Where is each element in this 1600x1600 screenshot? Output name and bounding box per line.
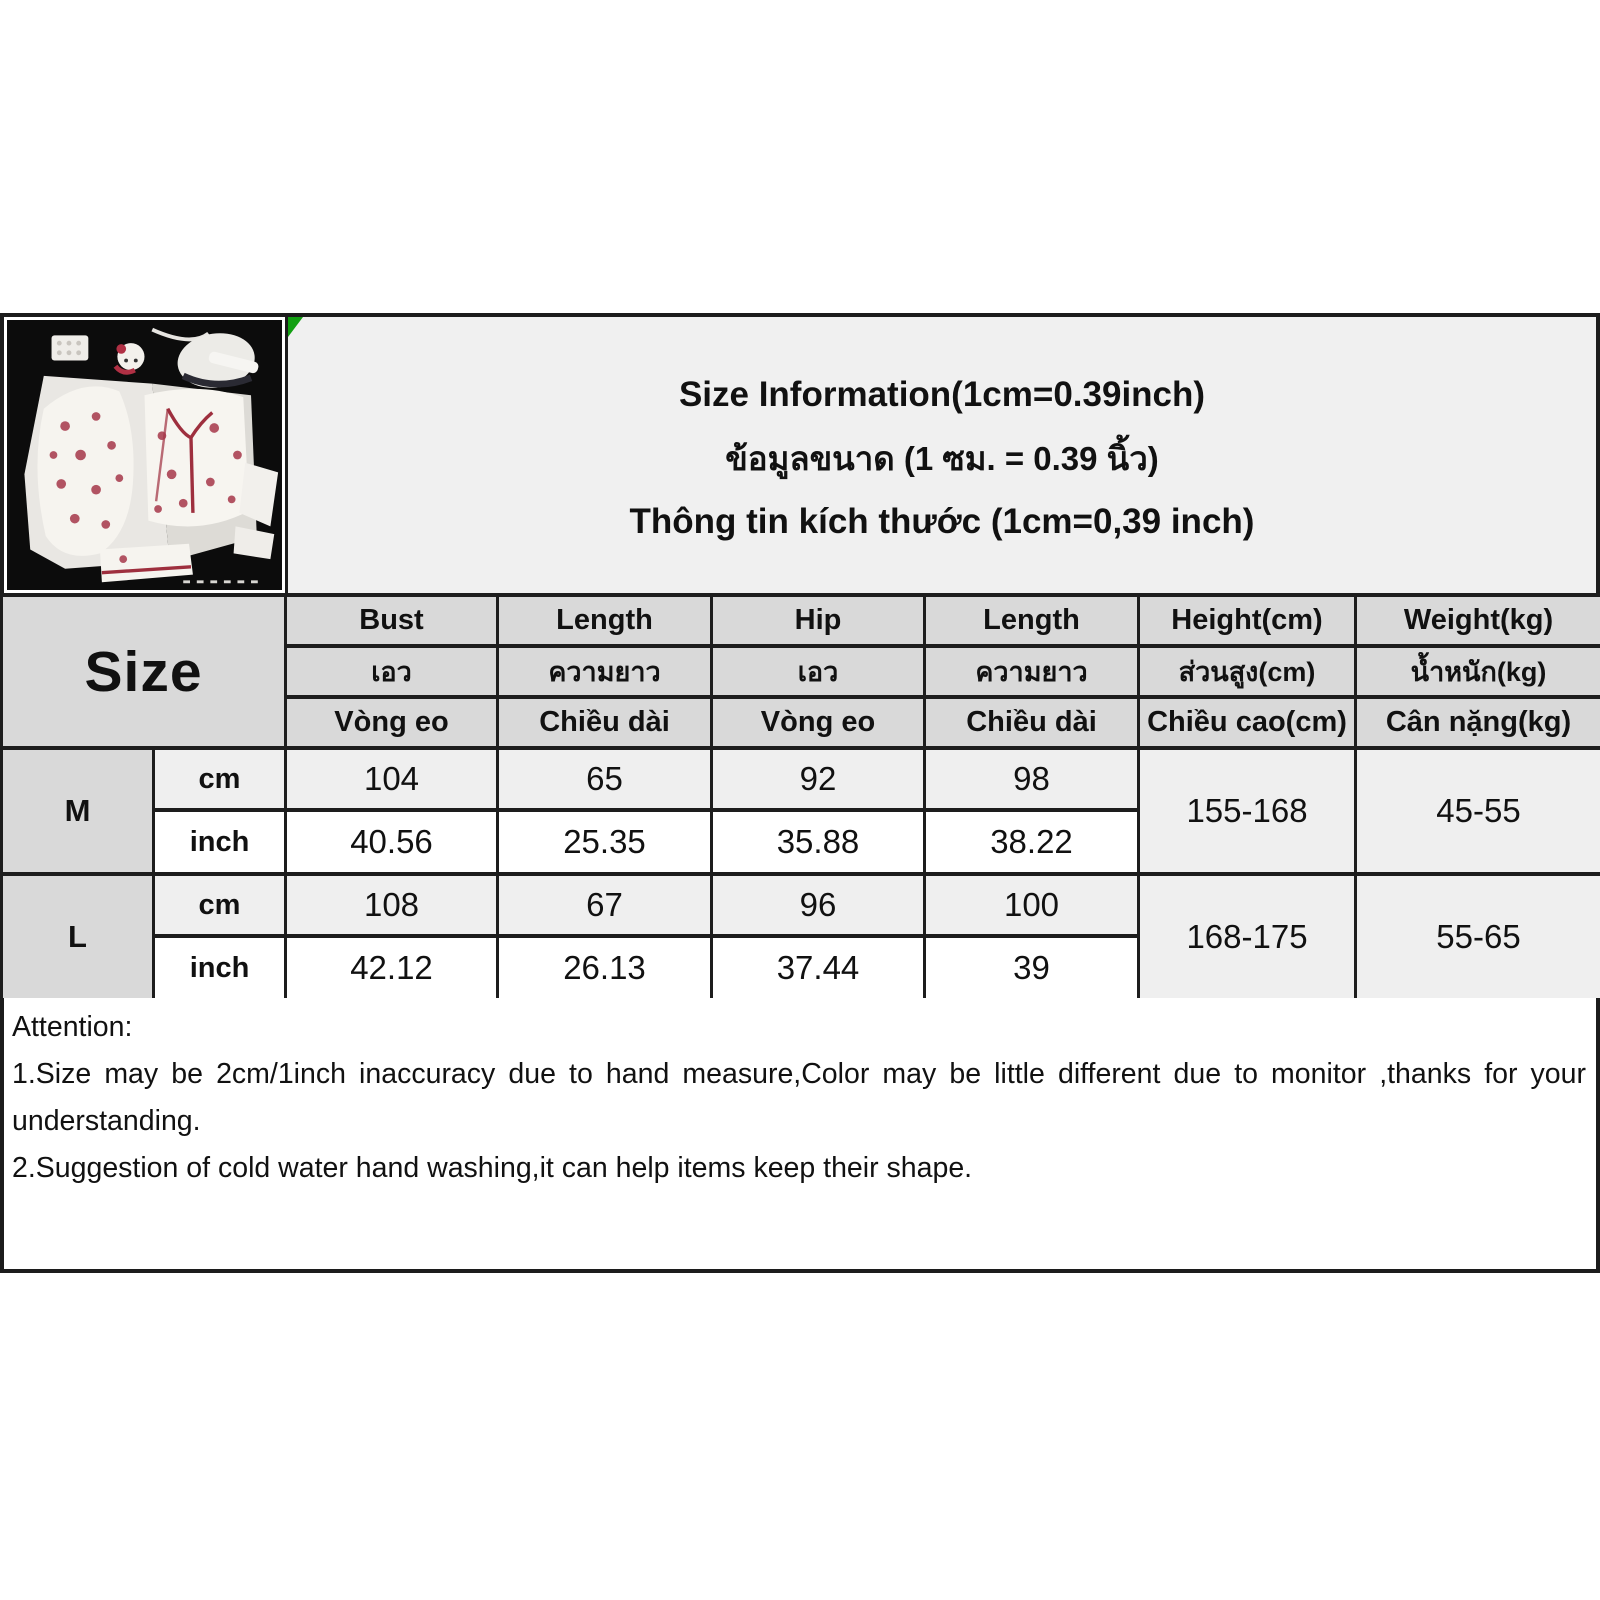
header-row-en — [2, 595, 1600, 646]
page-title-en: Size Information(1cm=0.39inch) — [678, 374, 1206, 414]
col-header-length-th: ความยาว — [498, 646, 712, 697]
l-inch-length2: 39 — [925, 936, 1139, 1000]
l-inch-hip: 37.44 — [712, 936, 925, 1000]
green-corner-marker-icon — [288, 317, 303, 337]
unit-label-inch: inch — [154, 810, 286, 874]
size-label-m: M — [2, 748, 154, 874]
col-header-length-vi: Chiều dài — [498, 697, 712, 748]
col-header-hip-th: เอว — [712, 646, 925, 697]
col-header-length2-en: Length — [925, 595, 1139, 646]
l-cm-length: 67 — [498, 874, 712, 936]
m-height: 155-168 — [1139, 748, 1356, 874]
attention-note-2: 2.Suggestion of cold water hand washing,it can help items keep their shape. — [12, 1152, 973, 1184]
pajama-shirt — [145, 389, 250, 527]
m-cm-length2: 98 — [925, 748, 1139, 810]
m-inch-hip: 35.88 — [712, 810, 925, 874]
col-header-bust-th: เอว — [286, 646, 498, 697]
row-m-cm — [2, 748, 1600, 810]
row-l-cm — [2, 874, 1600, 936]
col-header-length-en: Length — [498, 595, 712, 646]
size-label-l: L — [2, 874, 154, 1000]
product-photo — [4, 317, 288, 593]
attention-section — [0, 998, 1600, 1273]
col-header-length2-vi: Chiều dài — [925, 697, 1139, 748]
l-cm-length2: 100 — [925, 874, 1139, 936]
m-cm-length: 65 — [498, 748, 712, 810]
col-header-height-th: ส่วนสูง(cm) — [1139, 646, 1356, 697]
attention-heading: Attention: — [12, 1011, 133, 1043]
attention-note-1: 1.Size may be 2cm/1inch inaccuracy due to hand measure,Color may be little different due to monitor ,thanks for your understanding. — [12, 1058, 1586, 1137]
title-area — [288, 317, 1596, 593]
col-header-bust-vi: Vòng eo — [286, 697, 498, 748]
l-cm-bust: 108 — [286, 874, 498, 936]
m-inch-length2: 38.22 — [925, 810, 1139, 874]
m-cm-bust: 104 — [286, 748, 498, 810]
col-header-length2-th: ความยาว — [925, 646, 1139, 697]
pajama-pants-folded — [37, 386, 133, 555]
m-weight: 45-55 — [1356, 748, 1600, 874]
page-title-vi: Thông tin kích thước (1cm=0,39 inch) — [629, 501, 1255, 541]
l-weight: 55-65 — [1356, 874, 1600, 1000]
col-header-hip-vi: Vòng eo — [712, 697, 925, 748]
unit-label-cm: cm — [154, 748, 286, 810]
col-header-weight-vi: Cân nặng(kg) — [1356, 697, 1600, 748]
col-header-weight-th: น้ำหนัก(kg) — [1356, 646, 1600, 697]
unit-label-cm: cm — [154, 874, 286, 936]
l-inch-bust: 42.12 — [286, 936, 498, 1000]
col-header-weight-en: Weight(kg) — [1356, 595, 1600, 646]
header-band — [0, 313, 1600, 593]
l-inch-length: 26.13 — [498, 936, 712, 1000]
col-header-hip-en: Hip — [712, 595, 925, 646]
m-inch-bust: 40.56 — [286, 810, 498, 874]
size-table — [0, 593, 1600, 1002]
col-header-height-vi: Chiều cao(cm) — [1139, 697, 1356, 748]
m-inch-length: 25.35 — [498, 810, 712, 874]
l-height: 168-175 — [1139, 874, 1356, 1000]
pajama-photo-illustration — [7, 320, 282, 590]
small-box-item — [52, 335, 89, 360]
col-header-bust-en: Bust — [286, 595, 498, 646]
l-cm-hip: 96 — [712, 874, 925, 936]
m-cm-hip: 92 — [712, 748, 925, 810]
page-title-th: ข้อมูลขนาด (1 ซม. = 0.39 นิ้ว) — [725, 439, 1159, 477]
col-header-height-en: Height(cm) — [1139, 595, 1356, 646]
size-header-cell: Size — [2, 595, 286, 748]
unit-label-inch: inch — [154, 936, 286, 1000]
